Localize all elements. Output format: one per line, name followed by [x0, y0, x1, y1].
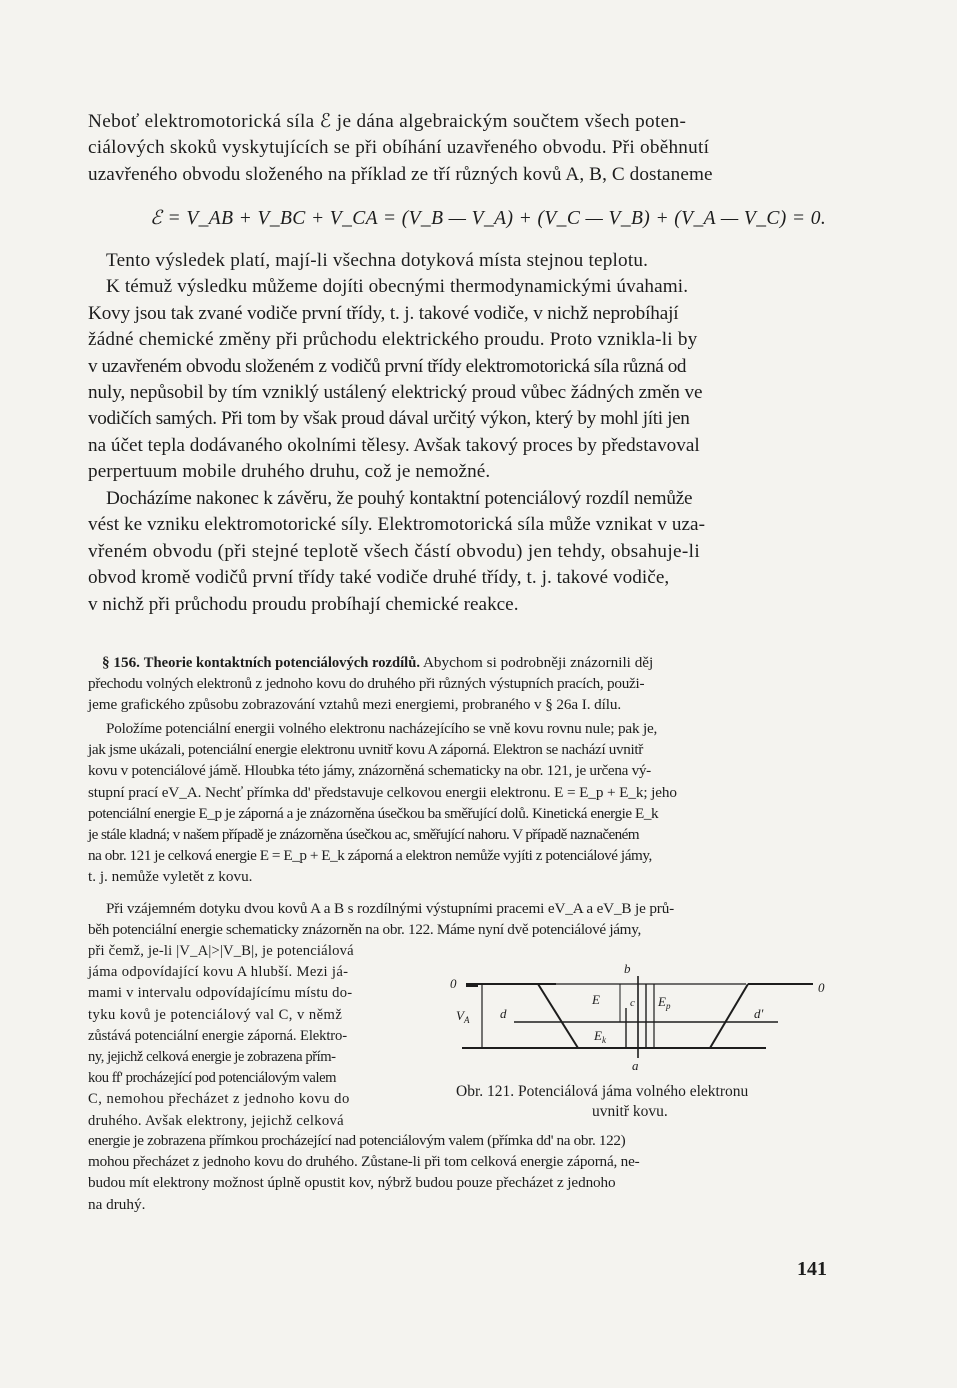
text-line: přechodu volných elektronů z jednoho kovu do druhého při různých výstupních pracích, použi-: [88, 675, 645, 692]
label-d: d: [500, 1006, 507, 1021]
paragraph-thermodynamics: [88, 248, 836, 486]
label-zero-left: 0: [450, 976, 457, 991]
text-line: v uzavřeném obvodu složeném z vodičů první třídy elektromotorická síla různá od: [88, 355, 686, 377]
text-line: mohou přecházet z jednoho kovu do druhého. Zůstane-li při tom celková energie záporná, ne-: [88, 1153, 640, 1171]
text-line: Při vzájemném dotyku dvou kovů A a B s rozdílnými výstupními pracemi eV_A a eV_B je prů-: [106, 900, 675, 917]
text-line: Neboť elektromotorická síla ℰ je dána algebraickým součtem všech poten-: [88, 111, 687, 132]
text-line: vést ke vzniku elektromotorické síly. Elektromotorická síla může vznikat v uza-: [88, 514, 706, 536]
well-left-wall: [538, 984, 578, 1048]
text-line: na druhý.: [88, 1195, 146, 1213]
label-energy-e: E: [592, 992, 600, 1007]
text-line: obvod kromě vodičů první třídy také vodiče druhé třídy, t. j. takové vodiče,: [88, 567, 670, 589]
text-line: C, nemohou přecházet z jednoho kovu do: [88, 1091, 350, 1108]
text-line: Abychom si podrobněji znázornili děj: [422, 654, 654, 671]
paragraph-conclusion: [88, 486, 836, 618]
text-line: K témuž výsledku můžeme dojíti obecnými thermodynamickými úvahami.: [106, 276, 689, 298]
figure-121-caption: [456, 1082, 836, 1122]
equation-emf-sum: [150, 206, 826, 230]
text-line: jeme grafického způsobu zobrazování vztahů mezi energiemi, probraného v § 26a I. dílu.: [88, 696, 622, 714]
paragraph-potential-well: [88, 718, 836, 888]
text-line: vodičích samých. Při tom by však proud dával určitý výkon, který by mohl jíti jen: [88, 408, 690, 430]
label-va: $V_A$: [456, 1008, 470, 1025]
text-line: budou mít elektrony možnost úplně opustit kov, nýbrž budou pouze přecházet z jednoho: [88, 1174, 616, 1192]
text-line: t. j. nemůže vyletět z kovu.: [88, 868, 253, 886]
text-line: jak jsme ukázali, potenciální energie elektronu uvnitř kovu A záporná. Elektron se nachází uvnitř: [88, 741, 643, 759]
text-line: je stále kladná; v našem případě je znázorněna úsečkou ac, směřující nahoru. V případě naznačeném: [88, 826, 640, 844]
equation-text: ℰ = V_AB + V_BC + V_CA = (V_B — V_A) + (V_C — V_B) + (V_A — V_C) = 0.: [150, 208, 827, 229]
paragraph-two-metals-end: [88, 1130, 836, 1215]
paragraph-intro: [88, 109, 836, 188]
label-c: c: [630, 997, 635, 1009]
caption-line: Obr. 121. Potenciálová jáma volného elektronu: [456, 1083, 749, 1100]
text-line: na účet tepla dodávaného okolními tělesy. Avšak takový proces by představoval: [88, 434, 700, 456]
label-d-prime: d': [754, 1006, 764, 1021]
text-line: kovu v potenciálové jámě. Hloubka této jámy, znázorněná schematicky na obr. 121, je určena vý-: [88, 762, 651, 780]
well-right-wall: [710, 984, 748, 1048]
text-line: běh potenciální energie schematicky znázorněn na obr. 122. Máme nyní dvě potenciálové jámy,: [88, 921, 641, 939]
paragraph-two-metals: [88, 898, 836, 940]
text-line: potenciální energie E_p je záporná a je znázorněna úsečkou ba směřující dolů. Kinetická energie E_k: [88, 804, 659, 822]
text-line: tyku kovů je potenciálový val C, v němž: [88, 1006, 343, 1023]
text-line: Docházíme nakonec k závěru, že pouhý kontaktní potenciálový rozdíl nemůže: [106, 488, 693, 509]
text-line: ciálových skoků vyskytujících se při obíhání uzavřeného obvodu. Při oběhnutí: [88, 137, 710, 159]
text-line: Kovy jsou tak zvané vodiče první třídy, t. j. takové vodiče, v nichž neprobíhají: [88, 302, 679, 324]
text-line: kou ff' procházející pod potenciálovým valem: [88, 1070, 336, 1087]
section-156-body: [88, 673, 836, 715]
figure-121-potential-well: [448, 962, 836, 1070]
text-line: vřeném obvodu (při stejné teplotě všech částí obvodu) jen tehdy, obsahuje-li: [88, 540, 701, 562]
label-b: b: [624, 962, 631, 976]
text-line: mami v intervalu odpovídajícímu místu do-: [88, 985, 353, 1002]
text-line: na obr. 121 je celková energie E = E_p + E_k záporná a elektron nemůže vyjíti z potenciálové jámy,: [88, 847, 652, 865]
text-line: v nichž při průchodu proudu probíhají chemické reakce.: [88, 593, 519, 615]
label-ep: $E_p$: [658, 994, 671, 1011]
section-first-line: [102, 652, 836, 674]
section-156: [102, 652, 836, 674]
text-line: žádné chemické změny při průchodu elektrického proudu. Proto vznikla-li by: [88, 329, 698, 351]
label-zero-right: 0: [818, 980, 825, 995]
text-line: perpertuum mobile druhého druhu, což je nemožné.: [88, 461, 491, 483]
text-line: Tento výsledek platí, mají-li všechna dotyková místa stejnou teplotu.: [106, 250, 649, 271]
text-line: druhého. Avšak elektrony, jejichž celková: [88, 1112, 344, 1129]
label-ek: $E_k$: [594, 1028, 606, 1045]
page-number: 141: [797, 1258, 827, 1280]
label-a: a: [632, 1058, 639, 1070]
paragraph-two-metals-narrow: [88, 941, 433, 1132]
caption-line: uvnitř kovu.: [592, 1103, 668, 1120]
section-number: § 156.: [102, 654, 140, 671]
text-line: zůstává potenciální energie záporná. Elektro-: [88, 1027, 348, 1044]
text-line: stupní prací eV_A. Nechť přímka dd' představuje celkovou energii elektronu. E = E_p + E_k; jeho: [88, 783, 677, 801]
section-title: Theorie kontaktních potenciálových rozdílů.: [143, 655, 420, 671]
text-line: energie je zobrazena přímkou procházející nad potenciálovým valem (přímka dd' na obr. 122): [88, 1132, 626, 1149]
text-line: při čemž, je-li |V_A|>|V_B|, je potenciálová: [88, 943, 354, 959]
text-line: nuly, nepůsobil by tím vzniklý ustálený elektrický proud vůbec žádných změn ve: [88, 382, 703, 404]
text-line: ny, jejichž celková energie je zobrazena přím-: [88, 1049, 336, 1066]
text-line: Položíme potenciální energii volného elektronu nacházejícího se vně kovu rovnu nule; pak je,: [106, 720, 658, 737]
text-line: jáma odpovídající kovu A hlubší. Mezi já-: [88, 964, 349, 981]
text-line: uzavřeného obvodu složeného na příklad ze tří různých kovů A, B, C dostaneme: [88, 163, 713, 185]
